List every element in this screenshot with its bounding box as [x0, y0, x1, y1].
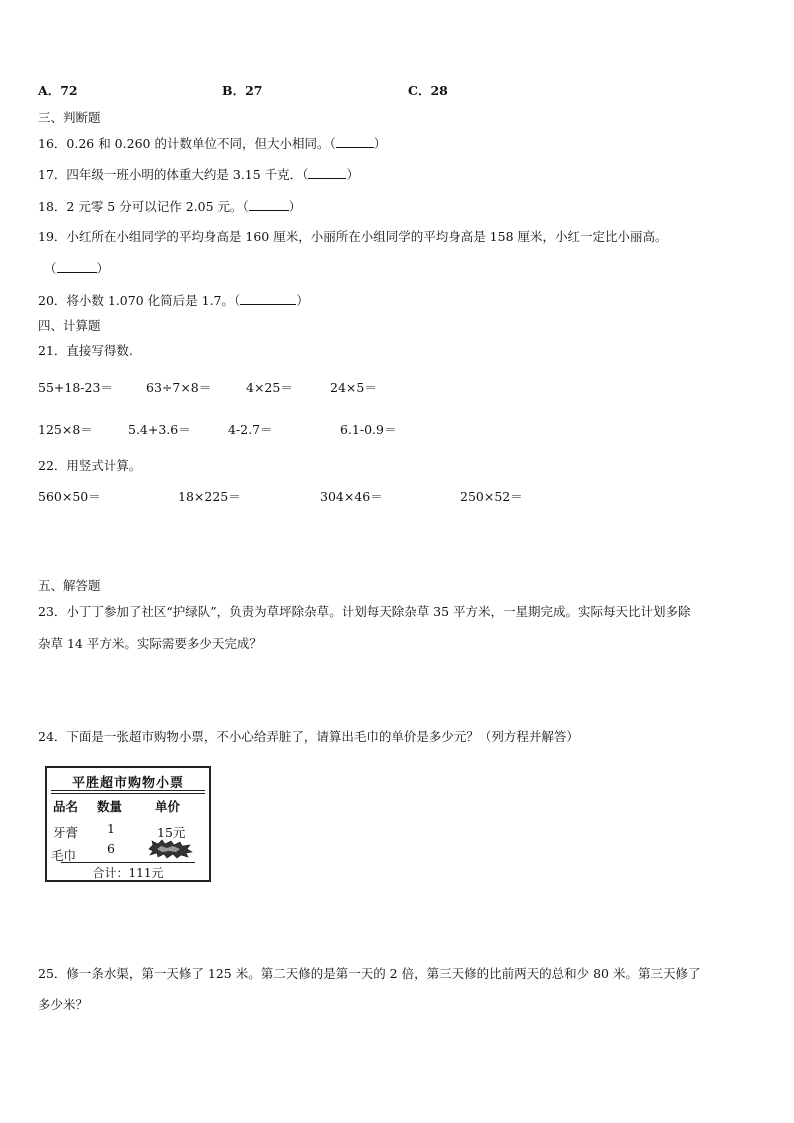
answer-blank-18[interactable] — [249, 198, 289, 211]
question-19-open: （ — [44, 261, 57, 276]
section-heading-word-problems: 五、解答题 — [38, 578, 101, 593]
option-c: C．28 — [408, 83, 448, 98]
question-16-close: ） — [373, 136, 387, 151]
question-20-close: ） — [296, 293, 309, 308]
receipt-row1-qty: 1 — [107, 821, 115, 836]
answer-blank-20[interactable] — [240, 292, 296, 305]
calc-21-3: 4×25＝ — [246, 380, 293, 395]
receipt-image — [45, 766, 211, 882]
answer-blank-16[interactable] — [336, 135, 374, 148]
calc-21-2: 63÷7×8＝ — [146, 380, 212, 395]
question-20 — [38, 292, 309, 309]
question-16 — [38, 135, 386, 152]
question-25-line2: 多少米？ — [38, 997, 89, 1012]
answer-blank-17[interactable] — [308, 166, 346, 179]
option-a: A．72 — [38, 83, 78, 98]
question-23-line2: 杂草 14 平方米。实际需要多少天完成？ — [38, 636, 262, 651]
question-17-text: 17．四年级一班小明的体重大约是 3.15 千克．（ — [38, 167, 309, 182]
question-18 — [38, 198, 301, 215]
receipt-title: 平胜超市购物小票 — [71, 776, 184, 791]
receipt-header-price: 单价 — [155, 799, 181, 814]
answer-blank-19[interactable] — [57, 260, 97, 273]
receipt-row1-price: 15元 — [157, 825, 186, 840]
receipt-rule-top — [51, 790, 205, 791]
receipt-header-qty: 数量 — [97, 799, 123, 814]
calc-21-7: 4-2.7＝ — [228, 422, 273, 437]
calc-21-1: 55+18-23＝ — [38, 380, 113, 395]
calc-22-2: 18×225＝ — [178, 489, 241, 504]
calc-21-4: 24×5＝ — [330, 380, 377, 395]
calc-21-6: 5.4+3.6＝ — [128, 422, 191, 437]
calc-22-1: 560×50＝ — [38, 489, 101, 504]
question-17-close: ） — [346, 167, 359, 182]
receipt-header-name: 品名 — [53, 799, 79, 814]
question-18-text: 18．2 元零 5 分可以记作 2.05 元。（ — [38, 199, 249, 214]
dirt-stain-icon — [147, 839, 193, 859]
calc-22-4: 250×52＝ — [460, 489, 523, 504]
receipt-row1-name: 牙膏 — [53, 825, 79, 840]
calc-21-8: 6.1-0.9＝ — [340, 422, 397, 437]
question-23-line1: 23．小丁丁参加了社区“护绿队”，负责为草坪除杂草。计划每天除杂草 35 平方米，一星期完成。实际每天比计划多除 — [38, 604, 691, 619]
question-22-title: 22．用竖式计算。 — [38, 458, 142, 473]
receipt-rule-bottom — [61, 862, 195, 863]
question-17 — [38, 166, 359, 183]
question-18-close: ） — [288, 199, 302, 214]
question-21-title: 21．直接写得数. — [38, 343, 133, 358]
section-heading-judgment: 三、判断题 — [38, 110, 101, 125]
section-heading-calculation: 四、计算题 — [38, 318, 101, 333]
question-19-close: ） — [96, 261, 110, 276]
question-19: 19．小红所在小组同学的平均身高是 160 厘米，小丽所在小组同学的平均身高是 158 厘米，小红一定比小丽高。 — [38, 229, 668, 244]
receipt-row2-qty: 6 — [107, 841, 115, 856]
calc-21-5: 125×8＝ — [38, 422, 93, 437]
calc-22-3: 304×46＝ — [320, 489, 383, 504]
question-20-text: 20．将小数 1.070 化简后是 1.7。（ — [38, 293, 241, 308]
receipt-row2-name: 毛巾 — [51, 848, 77, 863]
question-16-text: 16．0.26 和 0.260 的计数单位不同，但大小相同。（ — [38, 136, 336, 151]
receipt-total: 合计：111元 — [92, 866, 164, 880]
question-24-line1: 24．下面是一张超市购物小票，不小心给弄脏了，请算出毛巾的单价是多少元？（列方程并解答） — [38, 729, 579, 744]
receipt-rule-top-2 — [51, 793, 205, 794]
question-25-line1: 25．修一条水渠，第一天修了 125 米。第二天修的是第一天的 2 倍，第三天修的比前两天的总和少 80 米。第三天修了 — [38, 966, 701, 981]
option-b: B．27 — [222, 83, 263, 98]
question-19-answer — [44, 260, 109, 277]
